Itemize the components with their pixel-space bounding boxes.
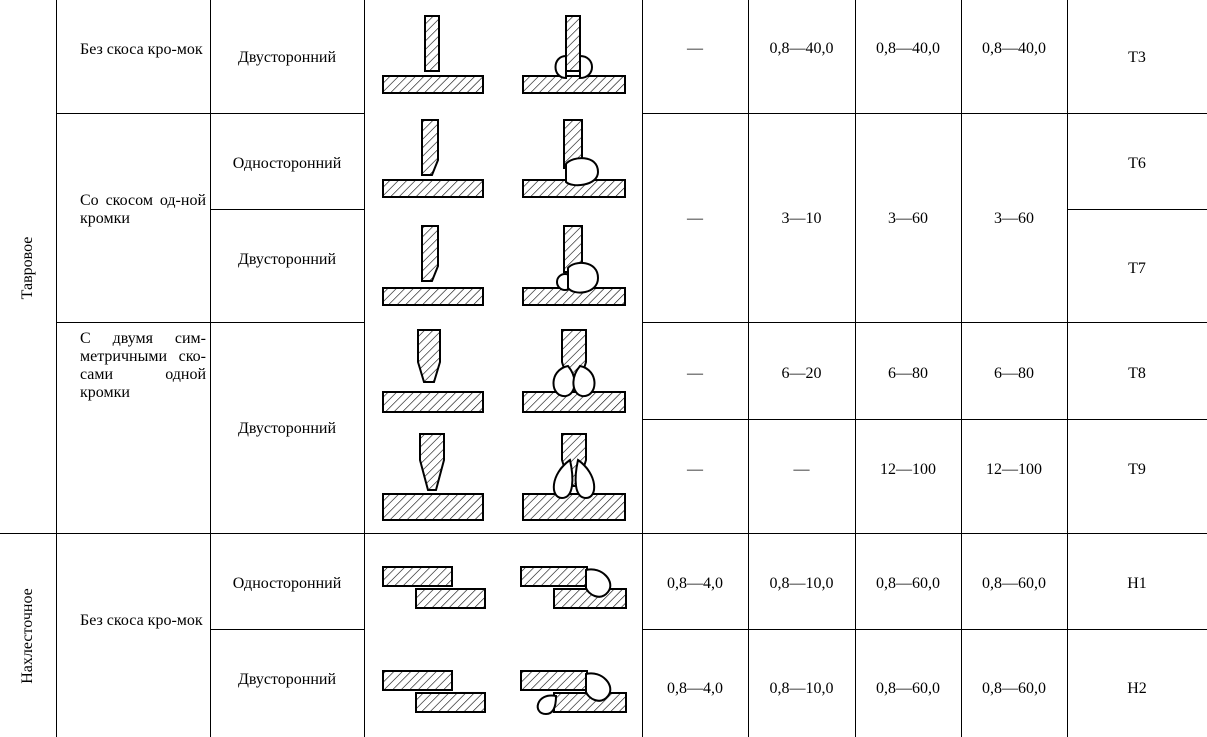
edge-prep-one-bevel: Со скосом од-ной кромки	[80, 192, 206, 227]
cell-t9-code: Т9	[1128, 461, 1146, 478]
group-label-tee: Тавровое	[19, 236, 36, 300]
cell-t3-v2: 0,8—40,0	[769, 40, 834, 57]
cell-t9-v3: 12—100	[880, 461, 936, 478]
cell-h2-v1: 0,8—4,0	[667, 680, 723, 697]
joint-diagram-t6-weld	[522, 120, 628, 202]
joint-diagram-t3-weld	[522, 16, 628, 98]
group-label-lap: Нахлесточное	[19, 588, 36, 684]
joint-diagram-t7-prep	[382, 226, 486, 310]
weld-type-h1: Односторонний	[232, 575, 342, 592]
joint-diagram-h1-prep	[382, 564, 488, 612]
joint-diagram-t3-prep	[382, 16, 486, 98]
weld-type-t3: Двусторонний	[237, 49, 337, 66]
cell-h1-code: Н1	[1127, 575, 1147, 592]
cell-t8-v4: 6—80	[994, 365, 1034, 382]
cell-h2-v4: 0,8—60,0	[982, 680, 1046, 697]
cell-h2-code: Н2	[1127, 680, 1147, 697]
edge-prep-two-symmetric: С двумя сим-метричными ско-сами одной кромки	[80, 330, 206, 401]
cell-t9-v2: —	[793, 461, 810, 478]
weld-type-t6: Односторонний	[232, 155, 342, 172]
joint-diagram-h2-prep	[382, 666, 488, 718]
cell-t6t7-v2: 3—10	[781, 210, 822, 227]
joint-diagram-t6-prep	[382, 120, 486, 202]
joint-diagram-h2-weld	[520, 666, 630, 720]
cell-t9-v4: 12—100	[986, 461, 1042, 478]
joint-diagram-h1-weld	[520, 564, 630, 614]
cell-t7-code: Т7	[1128, 260, 1146, 277]
cell-h1-v4: 0,8—60,0	[982, 575, 1046, 592]
cell-t8-v3: 6—80	[888, 365, 928, 382]
cell-t6t7-v3: 3—60	[888, 210, 928, 227]
cell-t9-v1: —	[687, 461, 703, 478]
joint-diagram-t7-weld	[522, 226, 628, 310]
cell-t3-code: Т3	[1128, 49, 1146, 66]
cell-h2-v2: 0,8—10,0	[769, 680, 834, 697]
joint-diagram-t9-weld	[522, 434, 628, 524]
joint-diagram-t8-weld	[522, 330, 628, 416]
cell-h2-v3: 0,8—60,0	[876, 680, 940, 697]
cell-t3-v3: 0,8—40,0	[876, 40, 940, 57]
weld-type-t8-t9: Двусторонний	[237, 420, 337, 437]
cell-h1-v1: 0,8—4,0	[667, 575, 723, 592]
cell-t8-v2: 6—20	[781, 365, 822, 382]
weld-type-t7: Двусторонний	[237, 251, 337, 268]
edge-prep-no-bevel-lap: Без скоса кро-мок	[80, 612, 203, 629]
cell-t6-code: Т6	[1128, 155, 1146, 172]
cell-t3-v1: —	[687, 40, 703, 57]
cell-t3-v4: 0,8—40,0	[982, 40, 1046, 57]
joint-diagram-t8-prep	[382, 330, 486, 416]
cell-t6t7-v4: 3—60	[994, 210, 1034, 227]
weld-type-h2: Двусторонний	[237, 671, 337, 688]
joint-diagram-t9-prep	[382, 434, 486, 524]
cell-h1-v3: 0,8—60,0	[876, 575, 940, 592]
cell-t6t7-v1: —	[687, 210, 703, 227]
cell-h1-v2: 0,8—10,0	[769, 575, 834, 592]
edge-prep-no-bevel: Без скоса кро-мок	[80, 41, 203, 58]
cell-t8-v1: —	[687, 365, 703, 382]
cell-t8-code: Т8	[1128, 365, 1146, 382]
